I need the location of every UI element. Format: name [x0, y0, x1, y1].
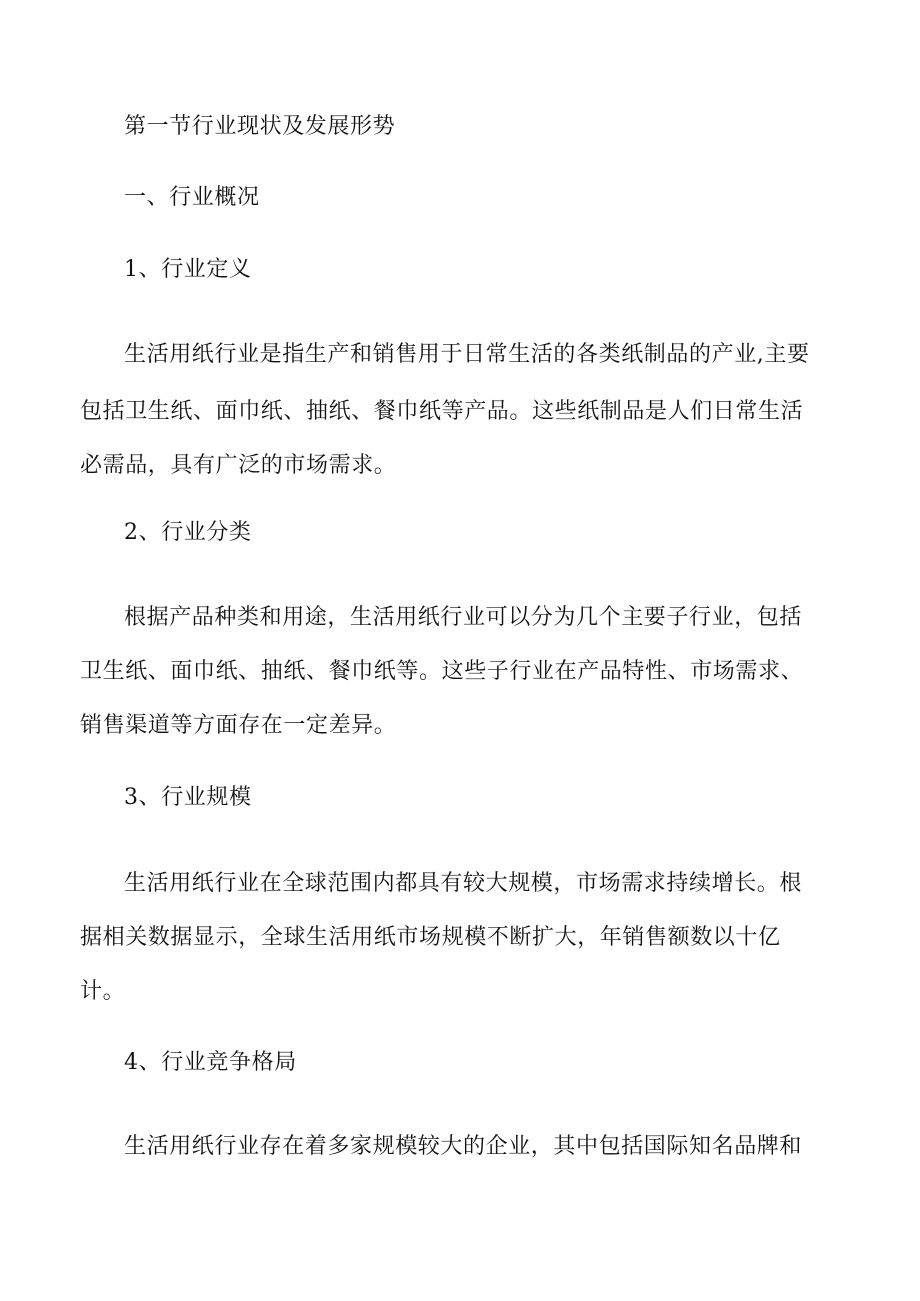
section-title: 第一节行业现状及发展形势 — [124, 114, 396, 139]
paragraph-line: 计。 — [80, 979, 126, 1004]
paragraph-line: 据相关数据显示，全球生活用纸市场规模不断扩大，年销售额数以十亿 — [80, 925, 781, 950]
subheading-industry-definition: 1、行业定义 — [124, 257, 252, 282]
paragraph-line: 包括卫生纸、面巾纸、抽纸、餐巾纸等产品。这些纸制品是人们日常生活 — [80, 399, 804, 424]
paragraph-line: 生活用纸行业是指生产和销售用于日常生活的各类纸制品的产业,主要 — [124, 342, 810, 367]
subheading-competition-landscape: 4、行业竞争格局 — [124, 1050, 297, 1075]
subheading-industry-scale: 3、行业规模 — [124, 785, 252, 810]
paragraph-line: 生活用纸行业在全球范围内都具有较大规模，市场需求持续增长。根 — [124, 871, 803, 896]
heading-industry-overview: 一、行业概况 — [124, 185, 260, 210]
paragraph-line: 必需品，具有广泛的市场需求。 — [80, 453, 397, 478]
subheading-industry-classification: 2、行业分类 — [124, 520, 252, 545]
paragraph-line: 根据产品种类和用途，生活用纸行业可以分为几个主要子行业，包括 — [124, 605, 803, 630]
paragraph-line: 销售渠道等方面存在一定差异。 — [80, 713, 397, 738]
paragraph-line: 卫生纸、面巾纸、抽纸、餐巾纸等。这些子行业在产品特性、市场需求、 — [80, 659, 804, 684]
paragraph-line: 生活用纸行业存在着多家规模较大的企业，其中包括国际知名品牌和 — [124, 1134, 803, 1159]
